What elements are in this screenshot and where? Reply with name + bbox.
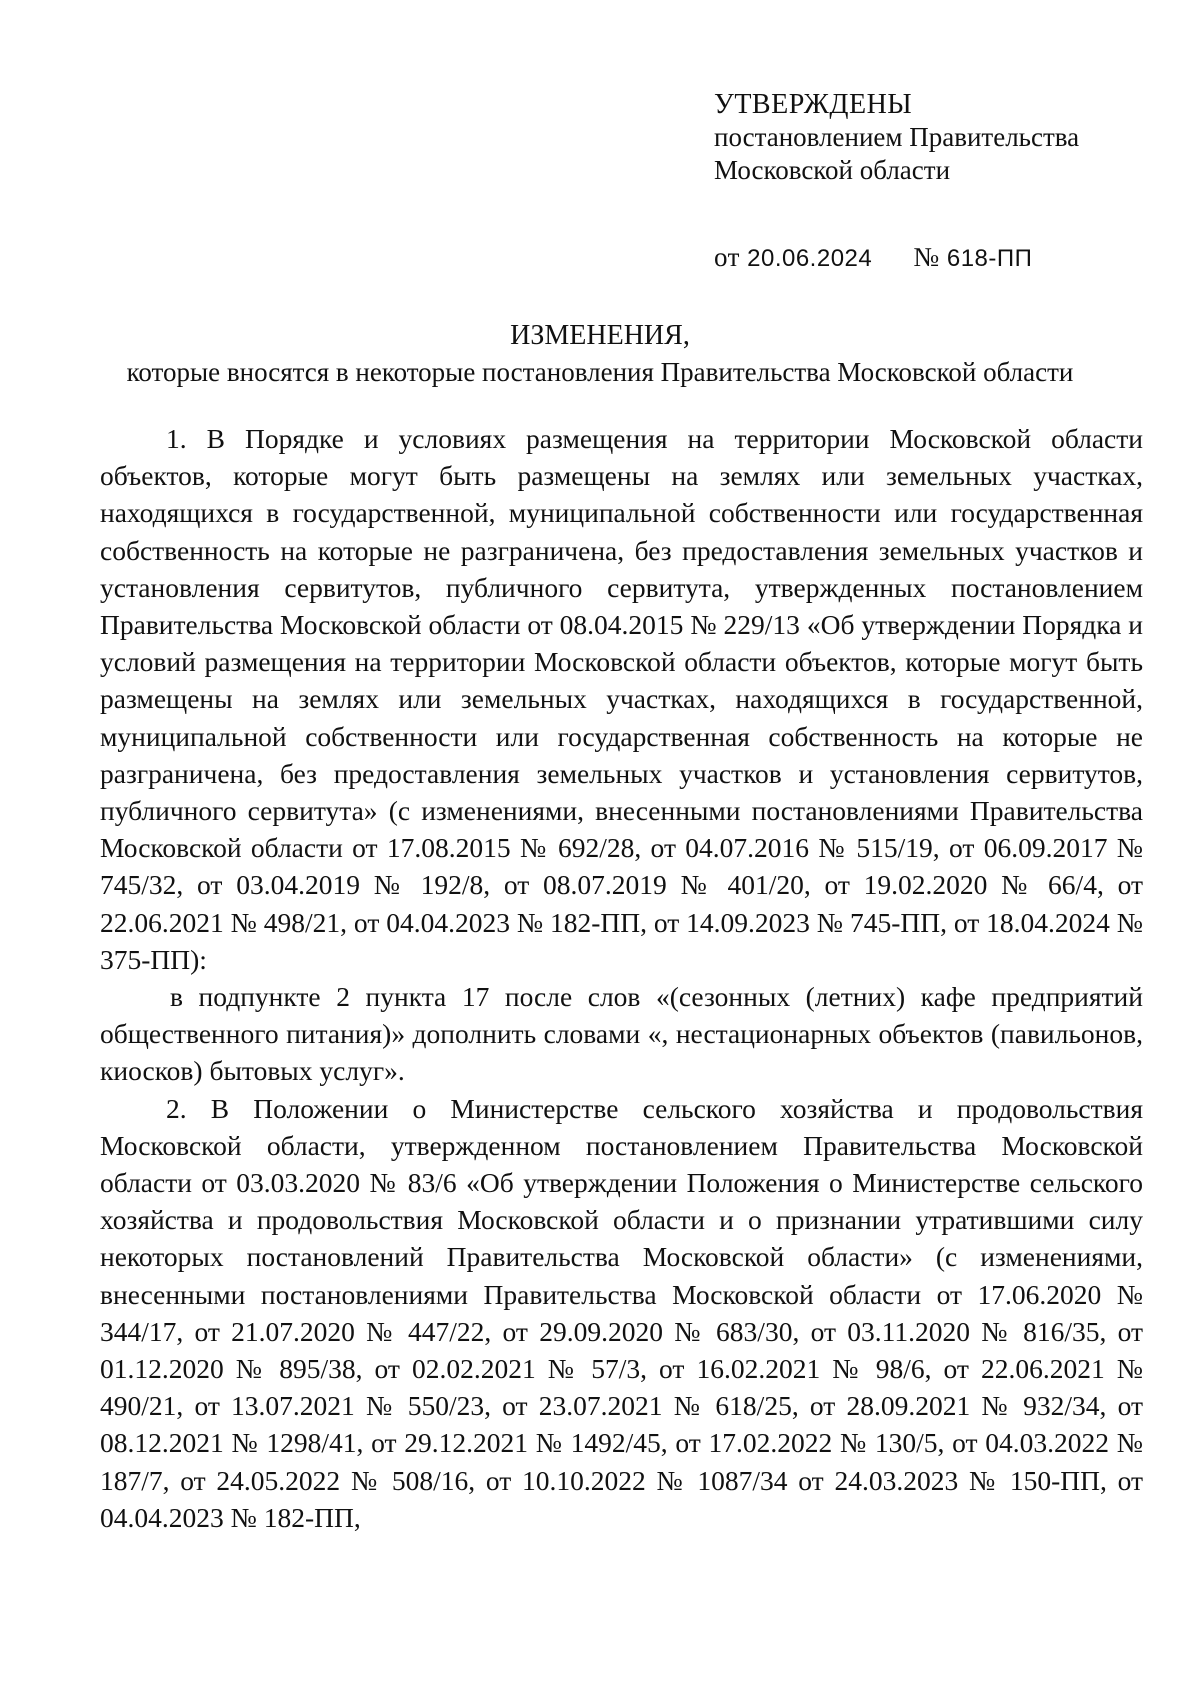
paragraph-2: 2. В Положении о Министерстве сельского хозяйства и продовольствия Московской области, утвержденном постановлением Правительства Московской области от 03.03.2020 № 83/6 «Об утверждении Положения о Министерстве сельского хозяйства и продовольствия Московской области и о признании утратившими силу некоторых постановлений Правительства Московской области» (с изменениями, внесенными постановлениями Правительства Московской области от 17.06.2020 № 344/17, от 21.07.2020 № 447/22, от 29.09.2020 № 683/30, от 03.11.2020 № 816/35, от 01.12.2020 № 895/38, от 02.02.2021 № 57/3, от 16.02.2021 № 98/6, от 22.06.2021 № 490/21, от 13.07.2021 № 550/23, от 23.07.2021 № 618/25, от 28.09.2021 № 932/34, от 08.12.2021 № 1298/41, от 29.12.2021 № 1492/45, от 17.02.2022 № 130/5, от 04.03.2022 № 187/7, от 24.05.2022 № 508/16, от 10.10.2022 № 1087/34 от 24.03.2023 № 150-ПП, от 04.04.2023 № 182-ПП, [100, 1092, 1143, 1533]
approval-line-2: Московской области [714, 155, 951, 185]
approval-date: 20.06.2024 [747, 245, 873, 272]
approval-line-1: постановлением Правительства [714, 122, 1080, 152]
date-prefix: от [714, 242, 740, 272]
document-subtitle: которые вносятся в некоторые постановления Правительства Московской области [126, 357, 1074, 387]
approval-number: 618-ПП [946, 245, 1033, 272]
document-title: ИЗМЕНЕНИЯ, [510, 320, 690, 351]
approval-heading: УТВЕРЖДЕНЫ [714, 89, 913, 120]
paragraph-1-subitem: в подпункте 2 пункта 17 после слов «(сезонных (летних) кафе предприятий общественного питания)» дополнить словами «, нестационарных объектов (павильонов, киосков) бытовых услуг». [100, 981, 1143, 1087]
number-label: № [913, 242, 940, 272]
paragraph-1: 1. В Порядке и условиях размещения на территории Московской области объектов, которые могут быть размещены на землях или земельных участках, находящихся в государственной, муниципальной собственности или государственная собственность на которые не разграничена, без предоставления земельных участков и установления сервитутов, публичного сервитута, утвержденных постановлением Правительства Московской области от 08.04.2015 № 229/13 «Об утверждении Порядка и условий размещения на территории Московской области объектов, которые могут быть размещены на землях или земельных участках, находящихся в государственной, муниципальной собственности или государственная собственность на которые не разграничена, без предоставления земельных участков и установления сервитутов, публичного сервитута» (с изменениями, внесенными постановлениями Правительства Московской области от 17.08.2015 № 692/28, от 04.07.2016 № 515/19, от 06.09.2017 № 745/32, от 03.04.2019 № 192/8, от 08.07.2019 № 401/20, от 19.02.2020 № 66/4, от 22.06.2021 № 498/21, от 04.04.2023 № 182-ПП, от 14.09.2023 № 745-ПП, от 18.04.2024 № 375-ПП): [100, 423, 1143, 975]
approval-date-line [714, 241, 1154, 275]
approval-stamp [714, 88, 1154, 275]
document-body [100, 420, 1143, 1536]
